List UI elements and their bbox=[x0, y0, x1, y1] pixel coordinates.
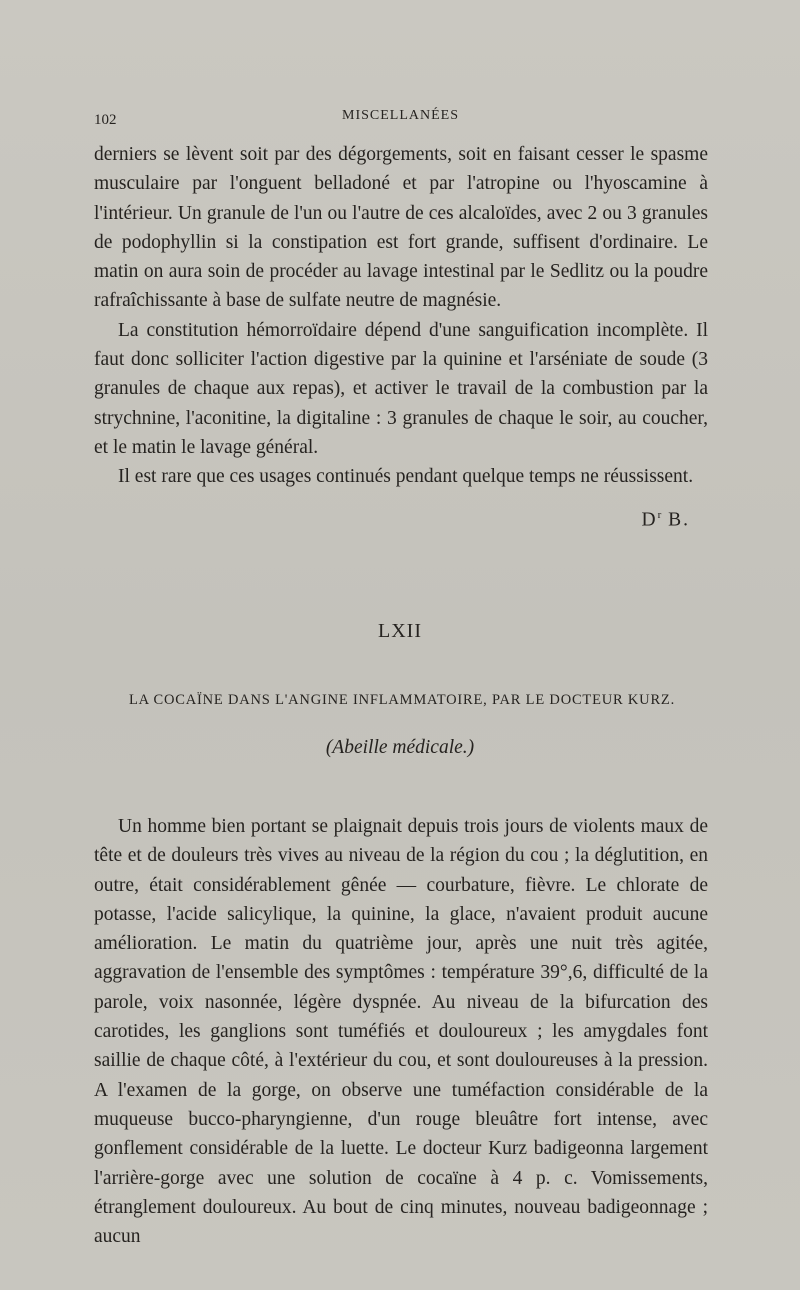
signature-name: B. bbox=[668, 509, 690, 531]
page-number: 102 bbox=[94, 112, 117, 128]
section-number: LXII bbox=[378, 620, 422, 642]
running-head: MISCELLANÉES bbox=[342, 108, 459, 123]
paragraph: Un homme bien portant se plaignait depuis trois jours de violents maux de tête et de douleurs très vives au niveau de la région du cou ; la déglutition, en outre, était considérablement gênée — courbature, fièvre. Le chlorate de potasse, l'acide salicylique, la quinine, la glace, n'avaient produit aucune amélioration. Le matin du quatrième jour, après une nuit très agitée, aggravation de l'ensemble des symptômes : température 39°,6, difficulté de la parole, voix nasonnée, légère dyspnée. Au niveau de la bifurcation des carotides, les ganglions sont tuméfiés et douloureux ; les amygdales font saillie de chaque côté, à l'extérieur du cou, et sont douloureuses à la pression. A l'examen de la gorge, on observe une tuméfaction considérable de la muqueuse bucco-pharyngienne, d'un rouge bleuâtre fort intense, avec gonflement considérable de la luette. Le docteur Kurz badigeonna largement l'arrière-gorge avec une solution de cocaïne à 4 p. c. Vomissements, étranglement douloureux. Au bout de cinq minutes, nouveau badigeonnage ; aucun bbox=[94, 816, 708, 1248]
page-header bbox=[94, 108, 710, 132]
paragraph: derniers se lèvent soit par des dégorgements, soit en faisant cesser le spasme musculaire par l'onguent belladoné et par l'atropine ou l'hyoscamine à l'intérieur. Un granule de l'un ou l'autre de ces alcaloïdes, avec 2 ou 3 granules de podophyllin si la constipation est fort grande, suffisent d'ordinaire. Le matin on aura soin de procéder au lavage intestinal par le Sedlitz ou la poudre rafraîchissante à base de sulfate neutre de magnésie. bbox=[94, 144, 708, 312]
section-title: LA COCAÏNE DANS L'ANGINE INFLAMMATOIRE, PAR LE DOCTEUR KURZ. bbox=[128, 692, 676, 708]
section-source: (Abeille médicale.) bbox=[325, 737, 475, 758]
signature-superscript: r bbox=[657, 509, 662, 521]
paragraph: La constitution hémorroïdaire dépend d'une sanguification incomplète. Il faut donc solliciter l'action digestive par la quinine et l'arséniate de soude (3 granules de chaque aux repas), et activer le travail de la combustion par la strychnine, l'aconitine, la digitaline : 3 granules de chaque le soir, au coucher, et le matin le lavage général. bbox=[94, 319, 708, 458]
signature-prefix: D bbox=[641, 509, 658, 531]
continued-text-block bbox=[94, 140, 708, 492]
author-signature bbox=[641, 509, 690, 532]
paragraph: Il est rare que ces usages continués pendant quelque temps ne réussissent. bbox=[118, 466, 694, 488]
article-text-block bbox=[94, 812, 708, 1251]
